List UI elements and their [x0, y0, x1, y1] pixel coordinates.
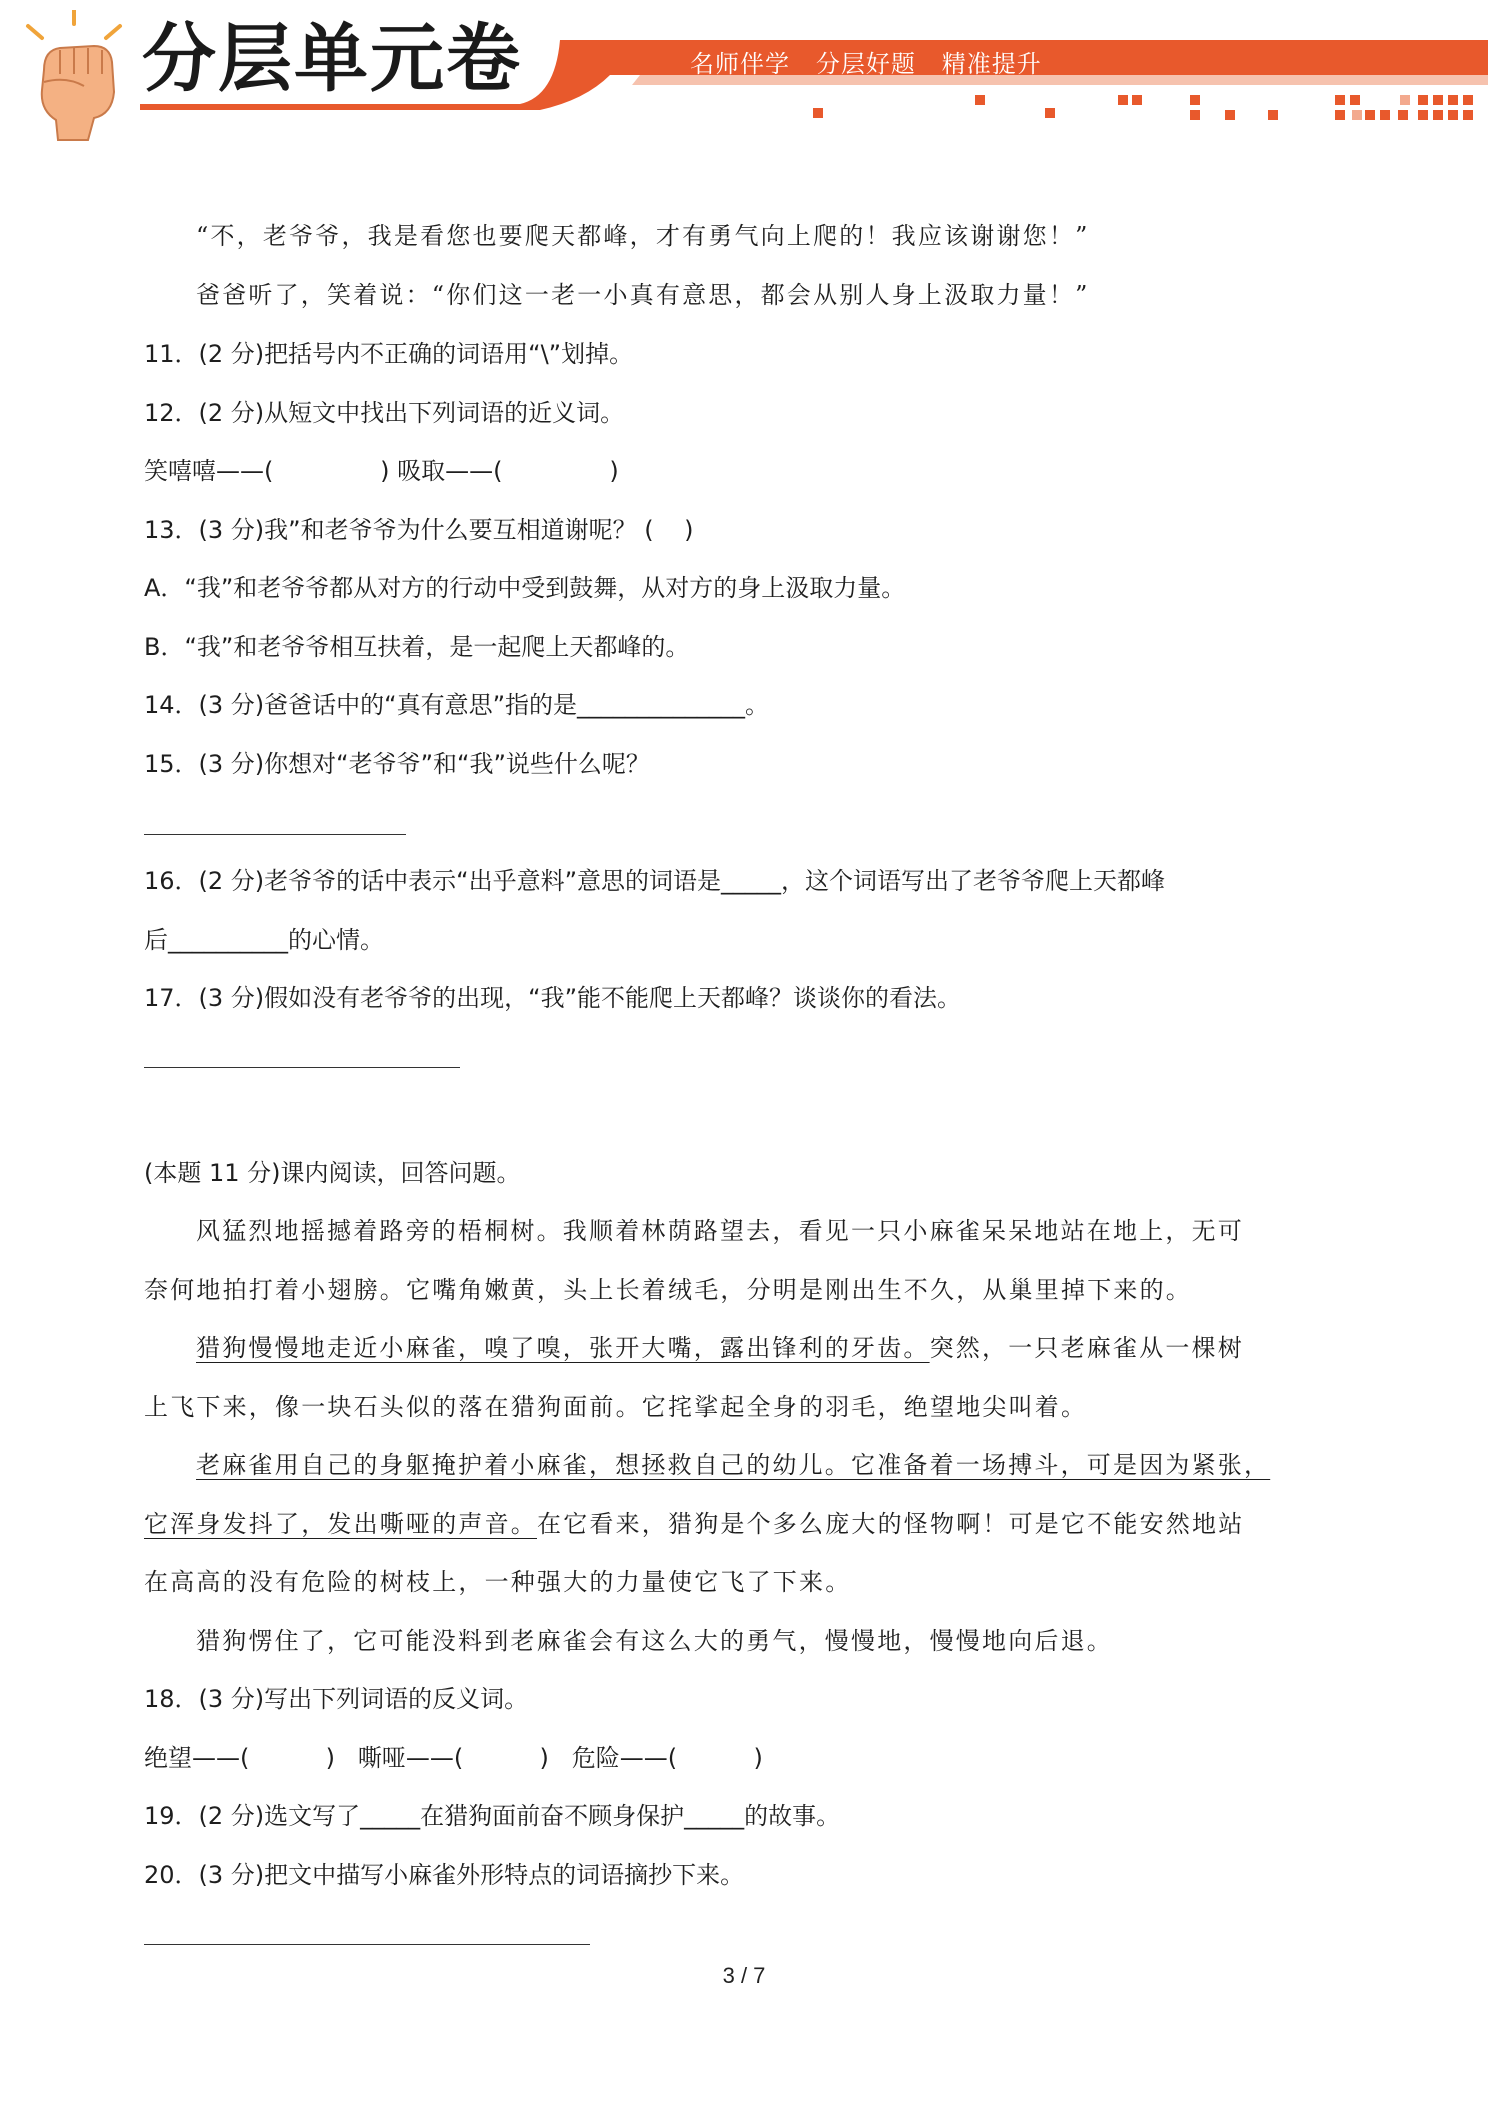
reading-paragraph — [144, 1506, 1244, 1542]
fist-logo-icon — [14, 10, 134, 150]
page-number: 3 / 7 — [722, 1963, 766, 1988]
underlined-sentence: 老麻雀用自己的身躯掩护着小麻雀，想拯救自己的幼儿。它准备着一场搏斗，可是因为紧张， — [196, 1451, 1271, 1479]
question-13-option-a: A．“我”和老爷爷都从对方的行动中受到鼓舞，从对方的身上汲取力量。 — [144, 574, 906, 602]
question-13: 13．(3 分)我”和老爷爷为什么要互相道谢呢？ ( ) — [144, 516, 694, 544]
question-17: 17．(3 分)假如没有老爷爷的出现，“我”能不能爬上天都峰？谈谈你的看法。 — [144, 984, 962, 1012]
reading-paragraph: 猎狗愣住了，它可能没料到老麻雀会有这么大的勇气，慢慢地，慢慢地向后退。 — [196, 1627, 1113, 1655]
question-20: 20．(3 分)把文中描写小麻雀外形特点的词语摘抄下来。 — [144, 1861, 745, 1889]
reading-paragraph: 奈何地拍打着小翅膀。它嘴角嫩黄，头上长着绒毛，分明是刚出生不久，从巢里掉下来的。 — [144, 1276, 1192, 1304]
question-15: 15．(3 分)你想对“老爷爷”和“我”说些什么呢？ — [144, 750, 650, 778]
reading-paragraph: 上飞下来，像一块石头似的落在猎狗面前。它挓挲起全身的羽毛，绝望地尖叫着。 — [144, 1393, 1088, 1421]
question-18-blanks: 绝望——( ) 嘶哑——( ) 危险——( ) — [144, 1744, 763, 1772]
underlined-sentence: 猎狗慢慢地走近小麻雀，嗅了嗅，张开大嘴，露出锋利的牙齿。 — [196, 1334, 930, 1362]
passage-paragraph: 爸爸听了，笑着说：“你们这一老一小真有意思，都会从别人身上汲取力量！” — [196, 281, 1090, 309]
question-16-line-2: 后__________的心情。 — [144, 926, 384, 954]
question-19: 19．(2 分)选文写了_____在猎狗面前奋不顾身保护_____的故事。 — [144, 1802, 841, 1830]
question-12-blanks: 笑嘻嘻——( ) 吸取——( ) — [144, 457, 619, 485]
answer-line — [144, 1944, 590, 1945]
reading-paragraph: 风猛烈地摇撼着路旁的梧桐树。我顺着林荫路望去，看见一只小麻雀呆呆地站在地上，无可 — [196, 1217, 1244, 1245]
reading-paragraph: 在高高的没有危险的树枝上，一种强大的力量使它飞了下来。 — [144, 1568, 852, 1596]
page-header — [0, 0, 1488, 150]
question-18: 18．(3 分)写出下列词语的反义词。 — [144, 1685, 529, 1713]
question-12: 12．(2 分)从短文中找出下列词语的近义词。 — [144, 399, 625, 427]
question-16-line-1: 16．(2 分)老爷爷的话中表示“出乎意料”意思的词语是_____，这个词语写出了老爷爷爬上天都峰 — [144, 867, 1166, 895]
brand-title: 分层单元卷 — [142, 16, 522, 102]
passage-paragraph: “不，老爷爷，我是看您也要爬天都峰，才有勇气向上爬的！我应该谢谢您！” — [196, 222, 1090, 250]
answer-line — [144, 834, 406, 835]
underlined-sentence: 它浑身发抖了，发出嘶哑的声音。 — [144, 1510, 537, 1538]
reading-text: 突然，一只老麻雀从一棵树 — [929, 1334, 1245, 1362]
reading-text: 在它看来，猎狗是个多么庞大的怪物啊！可是它不能安然地站 — [537, 1510, 1245, 1538]
header-slogan: 名师伴学 分层好题 精准提升 — [690, 50, 1042, 78]
section-title: (本题 11 分)课内阅读，回答问题。 — [144, 1159, 521, 1187]
reading-paragraph — [196, 1330, 1244, 1366]
question-13-option-b: B．“我”和老爷爷相互扶着，是一起爬上天都峰的。 — [144, 633, 690, 661]
answer-line — [144, 1067, 460, 1068]
question-11: 11．(2 分)把括号内不正确的词语用“\”划掉。 — [144, 340, 634, 368]
reading-paragraph — [196, 1447, 1270, 1483]
question-14: 14．(3 分)爸爸话中的“真有意思”指的是______________。 — [144, 691, 770, 719]
